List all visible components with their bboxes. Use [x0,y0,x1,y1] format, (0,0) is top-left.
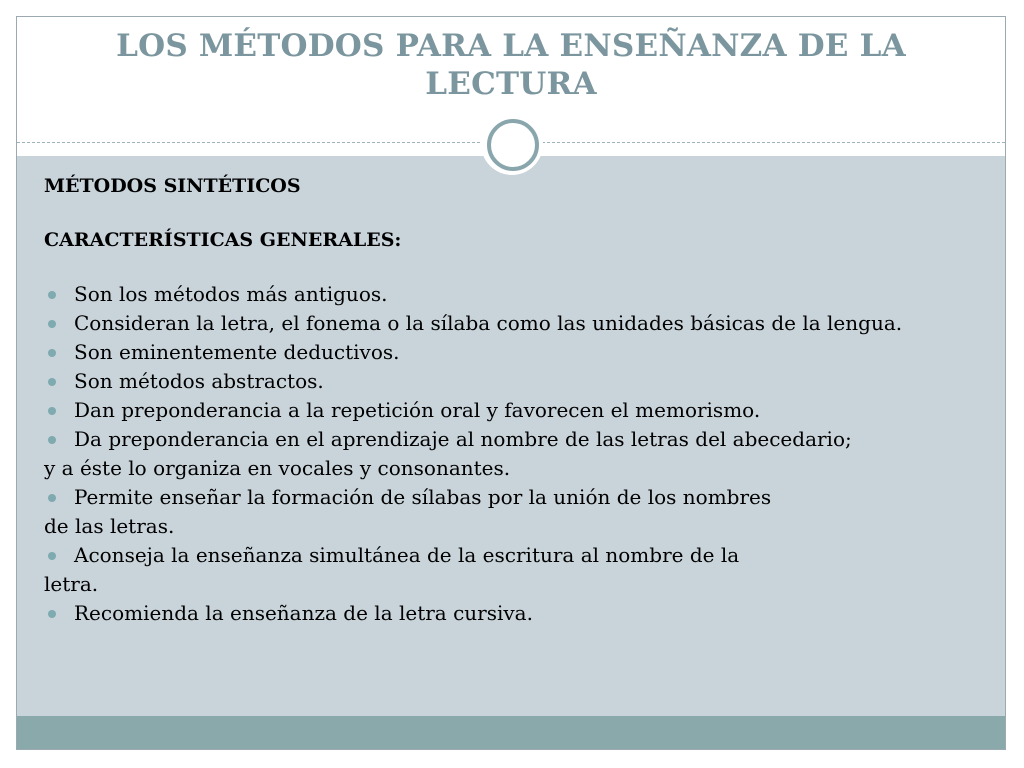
body-text [44,172,994,628]
list-item-text: Aconseja la enseñanza simultánea de la escritura al nombre de la [74,543,740,567]
heading-characteristics: CARACTERÍSTICAS GENERALES: [44,229,402,251]
bullet-icon [48,494,56,502]
characteristics-list-cont-1 [44,483,994,512]
list-item-text: Son eminentemente deductivos. [74,340,400,364]
list-item [44,367,994,396]
list-item [44,309,994,338]
list-item [44,483,994,512]
bullet-icon [48,378,56,386]
list-item-text: Permite enseñar la formación de sílabas por la unión de los nombres [74,485,772,509]
list-continuation: letra. [44,572,99,596]
list-item-text: Da preponderancia en el aprendizaje al nombre de las letras del abecedario; [74,427,852,451]
circle-ornament [481,113,543,175]
characteristics-list [44,280,994,454]
bullet-icon [48,320,56,328]
list-item-text: Consideran la letra, el fonema o la sílaba como las unidades básicas de la lengua. [74,311,903,335]
bullet-icon [48,349,56,357]
list-item [44,541,994,570]
list-item-text: Son métodos abstractos. [74,369,324,393]
slide-title-line-2: LECTURA [425,66,597,102]
bullet-icon [48,436,56,444]
bullet-icon [48,552,56,560]
list-continuation: de las letras. [44,514,175,538]
bottom-band [17,716,1005,749]
characteristics-list-cont-3 [44,599,994,628]
list-item-text: Son los métodos más antiguos. [74,282,388,306]
heading-methods: MÉTODOS SINTÉTICOS [44,175,301,197]
list-item [44,338,994,367]
slide-title [37,27,985,103]
list-item-text: Recomienda la enseñanza de la letra cursiva. [74,601,533,625]
list-item [44,280,994,309]
list-item-text: Dan preponderancia a la repetición oral y favorecen el memorismo. [74,398,761,422]
list-item [44,599,994,628]
list-continuation: y a éste lo organiza en vocales y consonantes. [44,456,511,480]
list-item [44,425,994,454]
bullet-icon [48,610,56,618]
bullet-icon [48,407,56,415]
list-item [44,396,994,425]
bullet-icon [48,291,56,299]
circle-ring [487,119,539,171]
characteristics-list-cont-2 [44,541,994,570]
slide-title-line-1: LOS MÉTODOS PARA LA ENSEÑANZA DE LA [116,28,906,64]
